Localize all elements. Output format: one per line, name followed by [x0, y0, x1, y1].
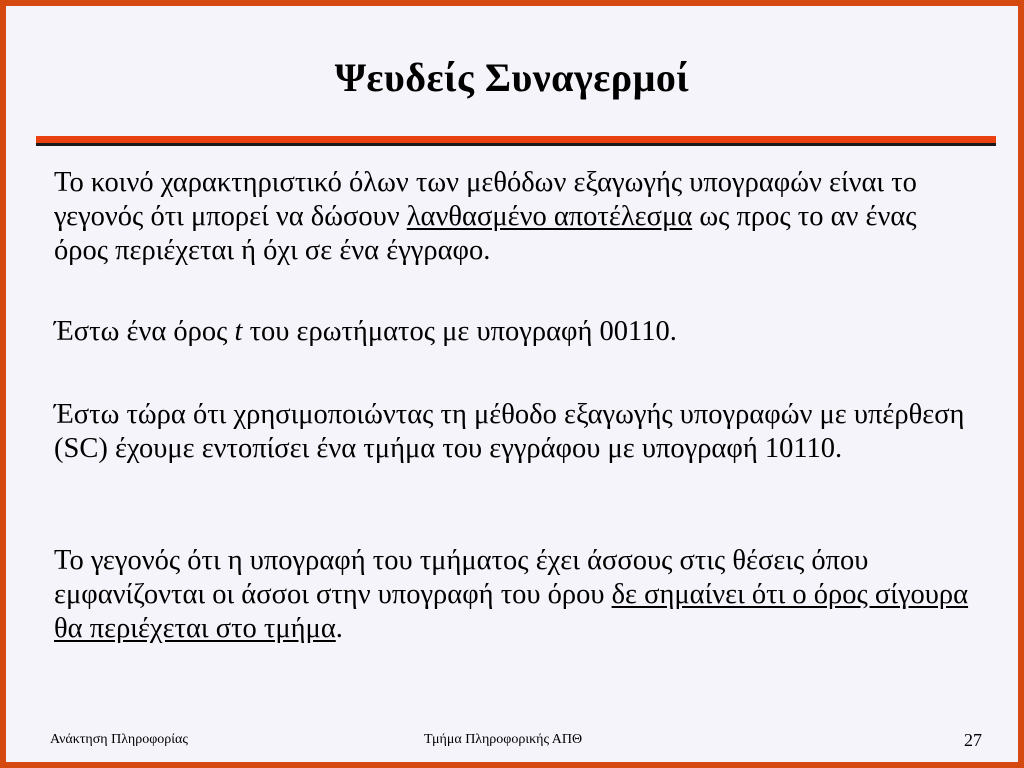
footer-department: Τμήμα Πληροφορικής ΑΠΘ	[424, 732, 583, 747]
slide-title: Ψευδείς Συναγερμοί	[334, 55, 690, 100]
title-divider	[36, 136, 996, 143]
paragraph-1-underlined: λανθασμένο αποτέλεσμα	[406, 201, 693, 232]
paragraph-2	[54, 315, 974, 349]
paragraph-3: Έστω τώρα ότι χρησιμοποιώντας τη μέθοδο εξαγωγής υπογραφών με υπέρθεση (SC) έχουμε εντοπίσει ένα τμήμα του εγγράφου με υπογραφή 10110.	[54, 399, 965, 464]
paragraph-1-text-b: ως προς το αν ένας όρος περιέχεται ή όχι σε ένα έγγραφο.	[54, 201, 917, 266]
paragraph-4-underlined: δε σημαίνει ότι ο όρος σίγουρα θα περιέχεται στο τμήμα	[54, 579, 969, 644]
paragraph-1	[54, 166, 974, 268]
paragraph-4-text-b: .	[335, 613, 343, 644]
footer-course: Ανάκτηση Πληροφορίας	[50, 732, 188, 747]
paragraph-2-text-a: Έστω ένα όρος	[54, 316, 235, 347]
paragraph-4-text-a: Το γεγονός ότι η υπογραφή του τμήματος έχει άσσους στις θέσεις όπου εμφανίζονται οι άσσοι στην υπογραφή του όρου	[54, 545, 869, 610]
paragraph-2-text-b: του ερωτήματος με υπογραφή 00110.	[242, 316, 677, 347]
title-divider-shadow	[36, 143, 996, 146]
page-number: 27	[964, 730, 982, 750]
paragraph-2-italic-term: t	[234, 316, 243, 347]
paragraph-1-text-a: Το κοινό χαρακτηριστικό όλων των μεθόδων εξαγωγής υπογραφών είναι το γεγονός ότι μπορεί να δώσουν	[54, 167, 917, 232]
paragraph-4	[54, 544, 974, 646]
